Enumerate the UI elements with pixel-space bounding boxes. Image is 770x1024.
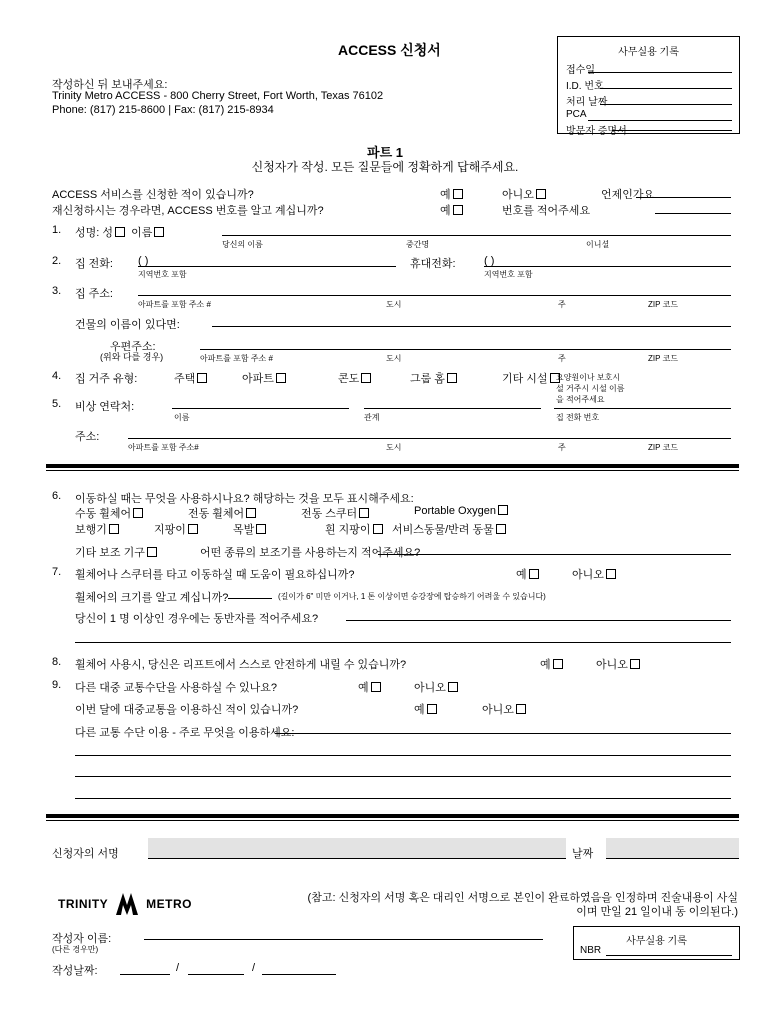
q7b-label: 휠체어의 크기를 알고 계십니까?: [75, 592, 229, 604]
checkbox[interactable]: [453, 205, 463, 215]
logo-text-right: METRO: [146, 897, 193, 911]
option-label: 예: [516, 569, 527, 581]
checkbox[interactable]: [115, 227, 125, 237]
q9b-yes-option[interactable]: [414, 701, 437, 717]
emergency-relation-field[interactable]: [364, 408, 541, 409]
option-label: 아파트: [242, 373, 274, 385]
emergency-sub-relation: 관계: [364, 413, 380, 422]
emerg-addr-sub-state: 주: [558, 443, 566, 452]
option-label: 보행기: [75, 524, 107, 536]
q2-label: 집 전화:: [75, 258, 113, 270]
intro-question-previous: ACCESS 서비스를 신청한 적이 있습니까?: [52, 189, 254, 201]
q8-number: 8.: [52, 656, 62, 668]
checkbox[interactable]: [498, 505, 508, 515]
option-label: 전동 스쿠터: [301, 508, 358, 520]
option-label: 기타 보조 기구: [75, 547, 145, 559]
aid-other-field[interactable]: [378, 554, 731, 555]
checkbox[interactable]: [447, 373, 457, 383]
option-label: 예: [440, 189, 451, 201]
option-label: 콘도: [338, 373, 360, 385]
checkbox[interactable]: [630, 659, 640, 669]
residence-group-home[interactable]: [410, 370, 457, 386]
checkbox[interactable]: [359, 508, 369, 518]
nbr-box-title: 사무실용 기록: [626, 936, 687, 947]
signature-date-label: 날짜: [572, 848, 594, 860]
office-use-nbr-box: [573, 926, 740, 960]
q9c-label: 다른 교통 수단 이용 - 주로 무엇을 이용하세요:: [75, 727, 295, 739]
preparer-label: 작성자 이름:: [52, 933, 112, 945]
option-label: 예: [440, 205, 451, 217]
q8-yes-option[interactable]: [540, 656, 563, 672]
prepared-month-field[interactable]: [120, 974, 170, 975]
q7b-note: (길이가 6" 미만 이거나, 1 톤 이상이면 승강장에 탑승하기 어려울 수 있습니다): [278, 592, 546, 601]
cell-area-code: ( ): [484, 255, 495, 267]
q1-label: [75, 224, 164, 240]
checkbox[interactable]: [453, 189, 463, 199]
office-field-label: 접수일: [566, 65, 595, 76]
mailing-address-field[interactable]: [200, 349, 731, 350]
option-label: 예: [358, 682, 369, 694]
option-label: 아니오: [482, 704, 514, 716]
q9-label: 다른 대중 교통수단을 사용하실 수 있나요?: [75, 682, 278, 694]
q3-number: 3.: [52, 285, 62, 297]
option-label: 예: [414, 704, 425, 716]
mail-sub-street: 아파트를 포함 주소 #: [200, 354, 273, 363]
companion-field-line-2[interactable]: [75, 642, 731, 643]
footer-note: (참고: 신청자의 서명 혹은 대리인 서명으로 본인이 완료하였음을 인정하며 진술내용이 사실이며 만일 21 일이내 동 이의된다.): [307, 892, 738, 918]
residence-house[interactable]: [174, 370, 207, 386]
other-transport-line-4[interactable]: [75, 798, 731, 799]
q3-label: 집 주소:: [75, 288, 113, 300]
q9b-label: 이번 달에 대중교통을 이용하신 적이 있습니까?: [75, 704, 299, 716]
checkbox[interactable]: [448, 682, 458, 692]
q6-number: 6.: [52, 490, 62, 502]
q5-label: 비상 연락처:: [75, 401, 135, 413]
signature-label: 신청자의 서명: [52, 848, 119, 860]
building-name-label: 건물의 이름이 있다면:: [75, 319, 180, 331]
addr-sub-zip: ZIP 코드: [648, 300, 678, 309]
checkbox[interactable]: [361, 373, 371, 383]
q4-number: 4.: [52, 370, 62, 382]
intro-when-field[interactable]: [636, 197, 731, 198]
companion-field[interactable]: [346, 620, 731, 621]
checkbox[interactable]: [256, 524, 266, 534]
aid-crutches[interactable]: [233, 521, 266, 537]
q9b-no-option[interactable]: [482, 701, 526, 717]
aid-other-question: 어떤 종류의 보조기를 사용하는지 적어주세요?: [200, 547, 421, 559]
date-separator: /: [252, 962, 256, 974]
option-label: 기타 시설: [502, 373, 548, 385]
office-field-line[interactable]: [600, 104, 732, 105]
q8-no-option[interactable]: [596, 656, 640, 672]
checkbox[interactable]: [197, 373, 207, 383]
mail-sub-city: 도시: [386, 354, 402, 363]
emerg-addr-sub-street: 아파트를 포함 주소#: [128, 443, 199, 452]
q1-label-text: 성명: 성: [75, 227, 113, 239]
signature-date-field[interactable]: [606, 838, 739, 859]
name-sub-middle: 중간명: [406, 240, 430, 249]
prepared-day-field[interactable]: [188, 974, 244, 975]
office-field-line[interactable]: [588, 72, 732, 73]
addr-sub-city: 도시: [386, 300, 402, 309]
trinity-metro-logo: [58, 890, 192, 918]
option-label: 전동 휠체어: [188, 508, 245, 520]
q7c-label: 당신이 1 명 이상인 경우에는 동반자를 적어주세요?: [75, 613, 319, 625]
intro-number-label: 번호를 적어주세요: [502, 205, 591, 217]
aid-power-scooter[interactable]: [301, 505, 369, 521]
q5-number: 5.: [52, 398, 62, 410]
emergency-name-field[interactable]: [172, 408, 349, 409]
other-transport-line-3[interactable]: [75, 776, 731, 777]
checkbox[interactable]: [516, 704, 526, 714]
option-label: 아니오: [502, 189, 534, 201]
residence-apartment[interactable]: [242, 370, 286, 386]
intro-no-option[interactable]: [502, 186, 546, 202]
building-name-field[interactable]: [212, 326, 731, 327]
checkbox[interactable]: [147, 547, 157, 557]
q7-label: 휠체어나 스쿠터를 타고 이동하실 때 도움이 필요하십니까?: [75, 569, 355, 581]
name-sub-initial: 이니셜: [586, 240, 610, 249]
intro-number-field[interactable]: [655, 213, 731, 214]
q2-number: 2.: [52, 255, 62, 267]
office-box-title: 사무실용 기록: [618, 47, 679, 58]
option-label: 아니오: [414, 682, 446, 694]
home-phone-field[interactable]: [138, 266, 396, 267]
home-area-code: ( ): [138, 255, 149, 267]
mail-sub-zip: ZIP 코드: [648, 354, 678, 363]
name-sub-last: 당신의 이름: [222, 240, 263, 249]
mailing-address-label: 우편주소:: [110, 341, 156, 353]
aid-manual-wheelchair[interactable]: [75, 505, 143, 521]
intro-yes-option-2[interactable]: [440, 202, 463, 218]
emergency-address-label: 주소:: [75, 431, 100, 443]
residence-condo[interactable]: [338, 370, 371, 386]
q8-label: 휠체어 사용시, 당신은 리프트에서 스스로 안전하게 내릴 수 있습니까?: [75, 659, 407, 671]
intro-yes-option[interactable]: [440, 186, 463, 202]
aid-walker[interactable]: [75, 521, 119, 537]
option-label: 수동 휠체어: [75, 508, 132, 520]
checkbox[interactable]: [276, 373, 286, 383]
checkbox[interactable]: [371, 682, 381, 692]
prepared-year-field[interactable]: [262, 974, 336, 975]
intro-when-label: 언제인가요: [601, 189, 655, 201]
q7-number: 7.: [52, 566, 62, 578]
home-phone-sub: 지역번호 포함: [138, 270, 187, 279]
emergency-sub-name: 이름: [174, 413, 190, 422]
cell-phone-sub: 지역번호 포함: [484, 270, 533, 279]
office-field-label: PCA: [566, 109, 587, 120]
logo-text-left: TRINITY: [58, 897, 109, 911]
section-divider: [46, 814, 739, 818]
intro-question-number: 재신청하시는 경우라면, ACCESS 번호를 알고 계십니까?: [52, 205, 324, 217]
aid-service-animal[interactable]: [392, 521, 506, 537]
q9-number: 9.: [52, 679, 62, 691]
option-label: Portable Oxygen: [414, 505, 496, 517]
option-label: 주택: [174, 373, 196, 385]
prepared-date-label: 작성날짜:: [52, 965, 98, 977]
q1-label-text-2: 이름: [131, 227, 153, 239]
aid-white-cane[interactable]: [325, 521, 383, 537]
option-label: 아니오: [572, 569, 604, 581]
other-transport-field[interactable]: [275, 733, 731, 734]
preparer-note: (다른 경우만): [52, 945, 99, 954]
residence-other[interactable]: [502, 370, 560, 386]
return-label: 작성하신 뒤 보내주세요:: [52, 79, 168, 91]
aid-other[interactable]: [75, 544, 157, 560]
checkbox[interactable]: [553, 659, 563, 669]
checkbox[interactable]: [496, 524, 506, 534]
aid-portable-oxygen[interactable]: [414, 505, 508, 517]
form-title: ACCESS 신청서: [338, 42, 441, 58]
part-subtitle: 신청자가 작성. 모든 질문들에 정확하게 답해주세요.: [251, 160, 519, 174]
checkbox[interactable]: [536, 189, 546, 199]
emerg-addr-sub-zip: ZIP 코드: [648, 443, 678, 452]
q6-label: 이동하실 때는 무엇을 사용하시나요? 해당하는 것을 모두 표시해주세요:: [75, 493, 414, 505]
emergency-phone-field[interactable]: [554, 408, 731, 409]
emergency-address-field[interactable]: [128, 438, 731, 439]
section-divider-thin: [46, 470, 739, 471]
checkbox[interactable]: [154, 227, 164, 237]
option-label: 아니오: [596, 659, 628, 671]
addr-sub-state: 주: [558, 300, 566, 309]
cell-label: 휴대전화:: [410, 258, 456, 270]
checkbox[interactable]: [188, 524, 198, 534]
q1-number: 1.: [52, 224, 62, 236]
home-address-field[interactable]: [138, 295, 731, 296]
checkbox[interactable]: [606, 569, 616, 579]
checkbox[interactable]: [427, 704, 437, 714]
signature-field[interactable]: [148, 838, 566, 859]
part-title: 파트 1: [367, 145, 403, 160]
checkbox[interactable]: [529, 569, 539, 579]
checkbox[interactable]: [133, 508, 143, 518]
section-divider: [46, 464, 739, 468]
cell-phone-field[interactable]: [484, 266, 731, 267]
checkbox[interactable]: [246, 508, 256, 518]
aid-cane[interactable]: [154, 521, 198, 537]
option-label: 지팡이: [154, 524, 186, 536]
office-field-label: I.D. 번호: [566, 81, 604, 92]
office-field-line[interactable]: [600, 88, 732, 89]
q7-no-option[interactable]: [572, 566, 616, 582]
option-label: 흰 지팡이: [325, 524, 371, 536]
mailing-address-note: (위와 다를 경우): [100, 352, 164, 362]
checkbox[interactable]: [373, 524, 383, 534]
name-field[interactable]: [222, 235, 731, 236]
q9-no-option[interactable]: [414, 679, 458, 695]
emerg-addr-sub-city: 도시: [386, 443, 402, 452]
checkbox[interactable]: [109, 524, 119, 534]
q7-yes-option[interactable]: [516, 566, 539, 582]
option-label: 그룹 홈: [410, 373, 445, 385]
office-field-label: 방문자 증명서: [566, 126, 627, 137]
preparer-name-field[interactable]: [144, 939, 543, 940]
office-field-line[interactable]: [612, 130, 732, 131]
option-label: 목발: [233, 524, 255, 536]
wheelchair-size-field[interactable]: [228, 598, 272, 599]
emergency-sub-phone: 집 전화 번호: [556, 413, 600, 422]
q4-label: 집 거주 유형:: [75, 373, 138, 385]
aid-power-wheelchair[interactable]: [188, 505, 256, 521]
return-contact: Phone: (817) 215-8600 | Fax: (817) 215-8934: [52, 104, 274, 116]
q9-yes-option[interactable]: [358, 679, 381, 695]
mail-sub-state: 주: [558, 354, 566, 363]
date-separator: /: [176, 962, 180, 974]
metro-logo-icon: [114, 891, 140, 917]
other-transport-line-2[interactable]: [75, 755, 731, 756]
option-label: 서비스동물/반려 동물: [392, 524, 494, 536]
office-field-line[interactable]: [588, 120, 732, 121]
option-label: 예: [540, 659, 551, 671]
nbr-label: NBR: [580, 945, 602, 956]
nbr-field[interactable]: [606, 955, 732, 956]
residence-other-note: 요양원이나 보호시설 거주시 시설 이름을 적어주세요: [556, 373, 625, 404]
addr-sub-street: 아파트를 포함 주소 #: [138, 300, 211, 309]
return-address: Trinity Metro ACCESS - 800 Cherry Street, Fort Worth, Texas 76102: [52, 90, 384, 102]
office-use-box: [557, 36, 740, 137]
section-divider-thin: [46, 820, 739, 821]
office-field-label: 처리 날짜: [566, 97, 608, 108]
